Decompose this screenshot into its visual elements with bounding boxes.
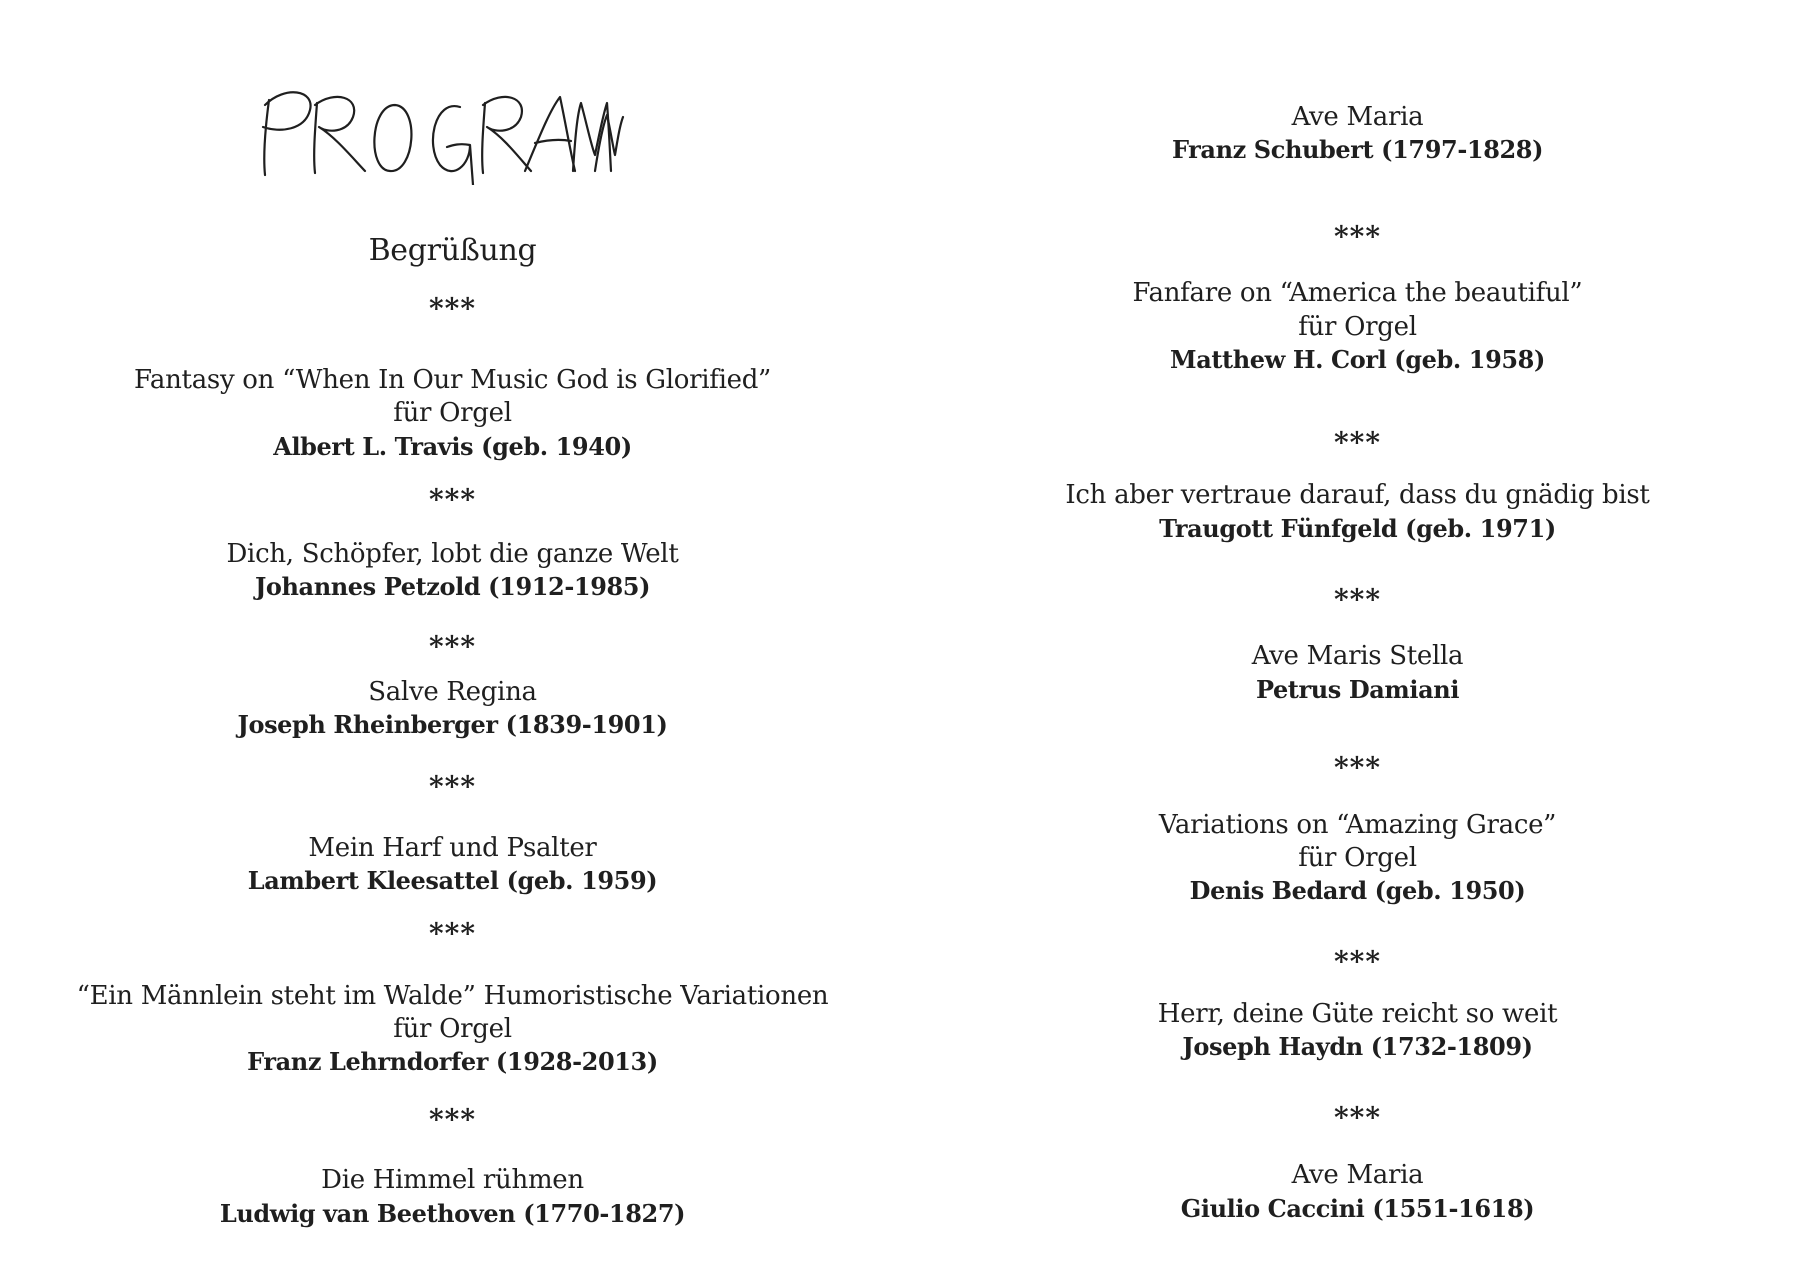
composer: Franz Schubert (1797-1828) xyxy=(1171,135,1544,164)
piece-title: Ave Maris Stella xyxy=(1251,641,1464,671)
composer: Denis Bedard (geb. 1950) xyxy=(1189,876,1526,905)
separator: *** xyxy=(429,1103,476,1136)
composer: Joseph Rheinberger (1839-1901) xyxy=(237,710,668,739)
composer: Petrus Damiani xyxy=(1255,675,1460,704)
separator: *** xyxy=(429,292,476,325)
composer: Traugott Fünfgeld (geb. 1971) xyxy=(1159,514,1556,543)
composer: Ludwig van Beethoven (1770-1827) xyxy=(219,1199,686,1228)
piece-subtitle: für Orgel xyxy=(393,1014,512,1044)
separator: *** xyxy=(1334,426,1381,459)
greeting: Begrüßung xyxy=(368,233,537,268)
separator: *** xyxy=(1334,583,1381,616)
composer: Giulio Caccini (1551-1618) xyxy=(1180,1194,1535,1223)
piece-title: Ave Maria xyxy=(1291,1160,1424,1190)
separator: *** xyxy=(1334,220,1381,253)
separator: *** xyxy=(429,630,476,663)
piece-title: Ave Maria xyxy=(1291,102,1424,132)
composer: Joseph Haydn (1732-1809) xyxy=(1182,1032,1533,1061)
separator: *** xyxy=(429,770,476,803)
separator: *** xyxy=(429,483,476,516)
piece-title: Variations on “Amazing Grace” xyxy=(1158,810,1557,840)
right-column xyxy=(905,0,1810,1280)
piece-title: Mein Harf und Psalter xyxy=(308,833,597,863)
piece-title: Dich, Schöpfer, lobt die ganze Welt xyxy=(226,539,679,569)
piece-title: Ich aber vertraue darauf, dass du gnädig bist xyxy=(1065,480,1650,510)
composer: Johannes Petzold (1912-1985) xyxy=(254,572,651,601)
piece-title: Salve Regina xyxy=(368,677,537,707)
separator: *** xyxy=(429,917,476,950)
programm-title-logo xyxy=(255,75,625,185)
separator: *** xyxy=(1334,1101,1381,1134)
piece-title: Fanfare on “America the beautiful” xyxy=(1132,278,1583,308)
piece-subtitle: für Orgel xyxy=(393,398,512,428)
piece-subtitle: für Orgel xyxy=(1298,843,1417,873)
composer: Matthew H. Corl (geb. 1958) xyxy=(1170,345,1545,374)
separator: *** xyxy=(1334,751,1381,784)
composer: Franz Lehrndorfer (1928-2013) xyxy=(247,1047,658,1076)
composer: Lambert Kleesattel (geb. 1959) xyxy=(247,866,658,895)
piece-title: Herr, deine Güte reicht so weit xyxy=(1157,999,1558,1029)
separator: *** xyxy=(1334,945,1381,978)
piece-subtitle: für Orgel xyxy=(1298,312,1417,342)
piece-title: Fantasy on “When In Our Music God is Glorified” xyxy=(133,365,772,395)
piece-title: “Ein Männlein steht im Walde” Humoristische Variationen xyxy=(76,981,829,1011)
composer: Albert L. Travis (geb. 1940) xyxy=(273,432,632,461)
piece-title: Die Himmel rühmen xyxy=(321,1165,584,1195)
